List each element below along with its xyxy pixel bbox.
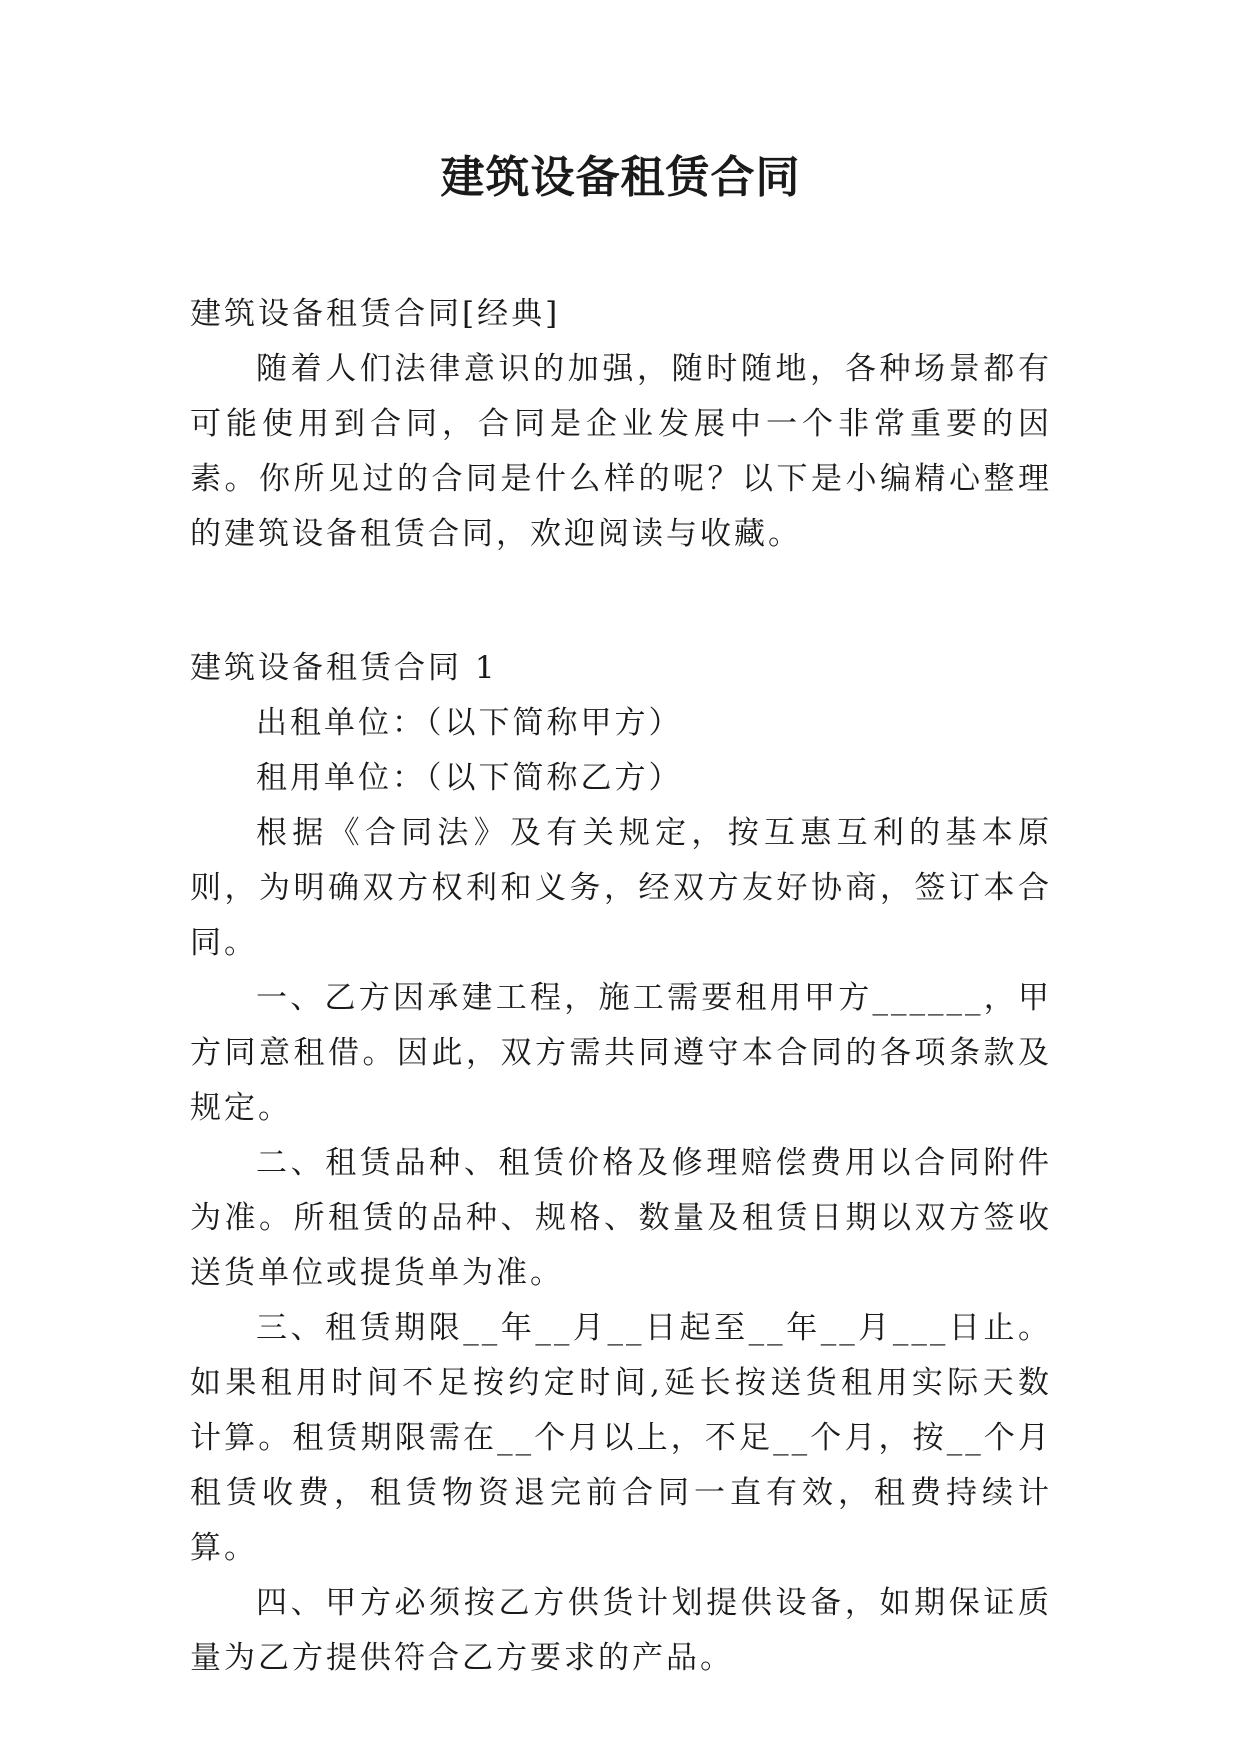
- clause-4: 四、甲方必须按乙方供货计划提供设备，如期保证质量为乙方提供符合乙方要求的产品。: [190, 1585, 1052, 1676]
- lessee-line: 租用单位：（以下简称乙方）: [256, 760, 683, 796]
- preamble-paragraph: 根据《合同法》及有关规定，按互惠互利的基本原则，为明确双方权利和义务，经双方友好协商，签订本合同。: [190, 815, 1052, 961]
- document-title: 建筑设备租赁合同: [440, 152, 801, 203]
- intro-heading: 建筑设备租赁合同[经典]: [190, 296, 561, 332]
- contract-heading: 建筑设备租赁合同 1: [190, 650, 498, 686]
- intro-section: [190, 287, 1052, 562]
- contract-section: [190, 641, 1052, 1686]
- lessor-line: 出租单位：（以下简称甲方）: [256, 705, 683, 741]
- clause-2: 二、租赁品种、租赁价格及修理赔偿费用以合同附件为准。所租赁的品种、规格、数量及租赁日期以双方签收送货单位或提货单为准。: [190, 1145, 1052, 1291]
- intro-paragraph: 随着人们法律意识的加强，随时随地，各种场景都有可能使用到合同，合同是企业发展中一个非常重要的因素。你所见过的合同是什么样的呢？以下是小编精心整理的建筑设备租赁合同，欢迎阅读与收藏。: [190, 351, 1052, 552]
- clause-1: 一、乙方因承建工程，施工需要租用甲方______，甲方同意租借。因此，双方需共同遵守本合同的各项条款及规定。: [190, 980, 1052, 1126]
- clause-3: 三、租赁期限__年__月__日起至__年__月___日止。如果租用时间不足按约定时间,延长按送货租用实际天数计算。租赁期限需在__个月以上，不足__个月，按__个月租赁收费，租赁物资退完前合同一直有效，租费持续计算。: [190, 1310, 1052, 1566]
